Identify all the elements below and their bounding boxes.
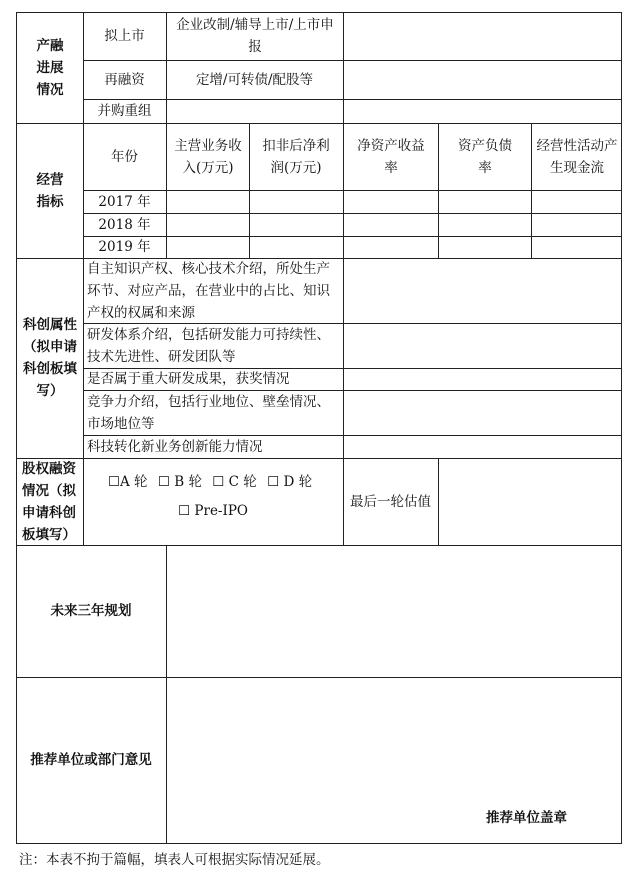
innovation-item: 竞争力介绍，包括行业地位、壁垒情况、市场地位等 [87, 393, 330, 432]
equity-section-label: 股权融资情况（拟申请科创板填写） [22, 460, 76, 543]
year-cell: 2019 年 [98, 239, 151, 255]
progress-row-label: 并购重组 [97, 103, 152, 119]
rule [166, 545, 167, 844]
valuation-label: 最后一轮估值 [350, 493, 431, 510]
footnote: 注：本表不拘于篇幅，填表人可根据实际情况延展。 [19, 852, 330, 868]
progress-row-value: 定增/可转债/配股等 [195, 71, 314, 88]
funding-rounds [83, 470, 343, 494]
innovation-item: 科技转化新业务创新能力情况 [87, 438, 263, 455]
column-header: 扣非后净利润(万元) [262, 137, 330, 176]
checkbox-round-a[interactable]: ☐A 轮 [107, 474, 148, 490]
opinion-label: 推荐单位或部门意见 [30, 752, 152, 768]
rule [16, 458, 622, 459]
rule [438, 123, 439, 259]
checkbox-pre-ipo[interactable]: ☐ Pre-IPO [178, 503, 248, 519]
column-header: 净资产收益率 [357, 137, 425, 176]
column-header: 年份 [111, 148, 138, 165]
rule [249, 123, 250, 259]
innovation-item: 是否属于重大研发成果，获奖情况 [87, 371, 290, 387]
progress-section-label: 产融进展情况 [36, 37, 64, 98]
rule [16, 843, 622, 844]
innovation-item: 研发体系介绍，包括研发能力可持续性、技术先进性、研发团队等 [87, 326, 330, 365]
year-cell: 2018 年 [98, 216, 151, 233]
column-header: 经营性活动产生现金流 [536, 137, 618, 176]
plan-label: 未来三年规划 [50, 603, 132, 619]
innovation-section-label: 科创属性（拟申请科创板填写） [23, 317, 77, 399]
rule [438, 458, 439, 546]
checkbox-round-b[interactable]: ☐ B 轮 [157, 474, 202, 490]
column-header: 资产负债率 [458, 137, 512, 176]
progress-row-value: 企业改制/辅导上市/上市申报 [176, 17, 334, 55]
rule [343, 123, 344, 259]
progress-row-label: 拟上市 [104, 28, 145, 44]
rule [621, 12, 622, 844]
rule [166, 123, 167, 259]
innovation-item: 自主知识产权、核心技术介绍，所处生产环节、对应产品，在营业中的占比、知识产权的权属和来源 [87, 260, 330, 321]
column-header: 主营业务收入(万元) [174, 137, 242, 176]
operations-section-label: 经营指标 [36, 171, 64, 210]
rule [343, 12, 344, 124]
year-cell: 2017 年 [98, 193, 151, 210]
progress-row-label: 再融资 [104, 71, 145, 88]
rule [531, 123, 532, 259]
checkbox-round-d[interactable]: ☐ D 轮 [267, 474, 313, 490]
checkbox-round-c[interactable]: ☐ C 轮 [212, 474, 257, 490]
seal-label: 推荐单位盖章 [486, 810, 567, 826]
rule [343, 258, 344, 459]
